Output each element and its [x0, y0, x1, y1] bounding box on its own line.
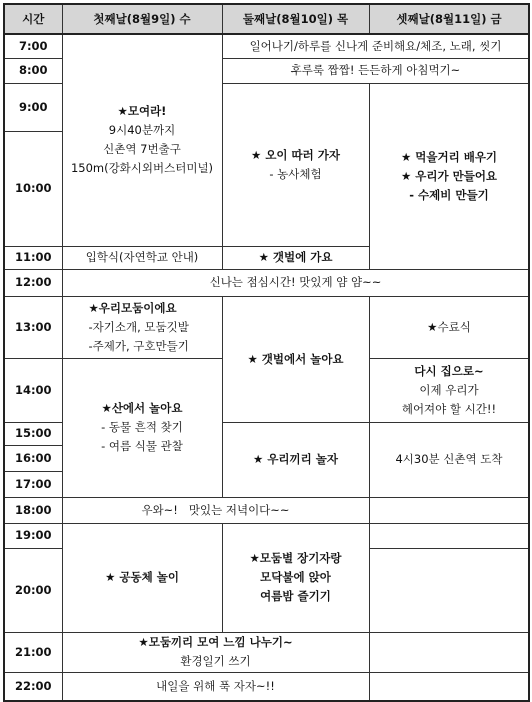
table-row [4, 632, 529, 672]
header-day1: 첫째날(8월9일) 수 [62, 4, 222, 34]
day2-cucumber-line: - 농사체험 [269, 166, 322, 181]
share-title: ★모둠끼리 모여 느낌 나누기~ [138, 635, 293, 649]
empty-cell [369, 632, 529, 672]
breakfast-cell: 후루룩 짭짭! 든든하게 아침먹기~ [222, 58, 529, 83]
time-cell: 18:00 [4, 497, 62, 523]
day3-home-line: 이제 우리가 [419, 382, 479, 397]
day1-meet-title: ★모여라! [117, 104, 167, 119]
time-cell: 15:00 [4, 422, 62, 445]
empty-cell [369, 548, 529, 632]
time-cell: 22:00 [4, 672, 62, 701]
time-cell: 14:00 [4, 358, 62, 422]
day3-food-line: - 수제비 만들기 [409, 187, 489, 202]
lunch-cell: 신나는 점심시간! 맛있게 얌 얌~~ [62, 269, 529, 296]
wake-cell: 일어나기/하루를 신나게 준비해요/체조, 노래, 씻기 [222, 34, 529, 58]
day2-together-cell: ★ 우리끼리 놀자 [222, 422, 369, 497]
sleep-cell: 내일을 위해 푹 자자~!! [62, 672, 369, 701]
day3-home-title: 다시 집으로~ [414, 363, 484, 378]
share-cell [62, 632, 369, 672]
day1-meet-line: 150m(강화시외버스터미널) [70, 161, 214, 176]
day2-talent-cell [222, 523, 369, 632]
empty-cell [369, 523, 529, 548]
day1-enter-cell: 입학식(자연학교 안내) [62, 246, 222, 269]
day1-mountain-line: - 동물 흔적 찾기 [101, 420, 183, 434]
time-cell: 17:00 [4, 471, 62, 497]
schedule-table [3, 3, 530, 702]
day2-cucumber-cell [222, 83, 369, 246]
day1-meet-cell [62, 34, 222, 246]
time-cell: 20:00 [4, 548, 62, 632]
header-row [4, 4, 529, 34]
time-cell: 8:00 [4, 58, 62, 83]
empty-cell [369, 497, 529, 523]
table-row [4, 34, 529, 58]
day2-talent-line: 모닥불에 앉아 [260, 570, 331, 584]
header-time: 시간 [4, 4, 62, 34]
day3-arrive-cell: 4시30분 신촌역 도착 [369, 422, 529, 497]
time-cell: 9:00 [4, 83, 62, 131]
day2-mudflat-play-cell: ★ 갯벌에서 놀아요 [222, 296, 369, 422]
day1-mountain-cell [62, 358, 222, 497]
day1-mountain-title: ★산에서 놀아요 [101, 401, 183, 415]
day1-gather-line: -주제가, 구호만들기 [88, 338, 189, 353]
day3-completion-cell: ★수료식 [369, 296, 529, 358]
time-cell: 12:00 [4, 269, 62, 296]
day1-mountain-line: - 여름 식물 관찰 [101, 439, 183, 453]
day1-gather-cell [62, 296, 222, 358]
header-day2: 둘째날(8월10일) 목 [222, 4, 369, 34]
day1-gather-title: ★우리모둠이에요 [88, 300, 177, 315]
day1-community-cell: ★ 공동체 놀이 [62, 523, 222, 632]
header-day3: 셋째날(8월11일) 금 [369, 4, 529, 34]
dinner-cell: 우와~! 맛있는 저녁이다~~ [62, 497, 369, 523]
table-row [4, 269, 529, 296]
table-row [4, 497, 529, 523]
day3-home-cell [369, 358, 529, 422]
day1-meet-line: 신촌역 7번출구 [103, 142, 181, 157]
day2-cucumber-title: ★ 오이 따러 가자 [251, 147, 340, 162]
day2-talent-line: 여름밤 즐기기 [260, 589, 331, 603]
time-cell: 21:00 [4, 632, 62, 672]
time-cell: 13:00 [4, 296, 62, 358]
table-row [4, 523, 529, 548]
day2-talent-line: ★모둠별 장기자랑 [249, 551, 342, 565]
day1-gather-line: -자기소개, 모둠깃발 [88, 319, 189, 334]
time-cell: 16:00 [4, 445, 62, 471]
day3-home-line: 헤어져야 할 시간!! [401, 401, 497, 416]
day1-meet-line: 9시40분까지 [108, 123, 176, 138]
day2-mudflat-cell: ★ 갯벌에 가요 [222, 246, 369, 269]
time-cell: 19:00 [4, 523, 62, 548]
day3-food-line: ★ 먹을거리 배우기 [400, 149, 498, 164]
day3-food-cell [369, 83, 529, 269]
table-row [4, 296, 529, 358]
day3-food-line: ★ 우리가 만들어요 [400, 168, 498, 183]
time-cell: 11:00 [4, 246, 62, 269]
table-row [4, 672, 529, 701]
time-cell: 10:00 [4, 131, 62, 246]
time-cell: 7:00 [4, 34, 62, 58]
empty-cell [369, 672, 529, 701]
share-line: 환경일기 쓰기 [180, 654, 251, 668]
